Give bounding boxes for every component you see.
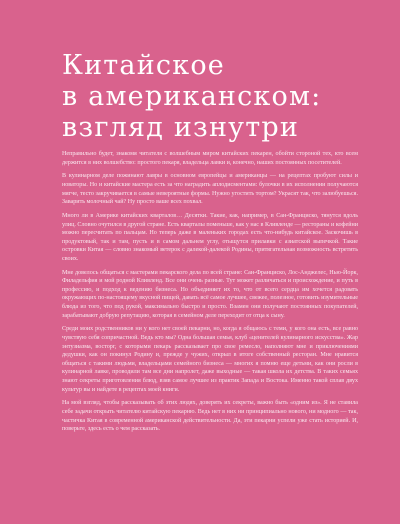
chapter-title-line-1: Китайское xyxy=(62,50,225,81)
body-paragraph-2: В кулинарном деле пожинают лавры в основном европейцы и американцы — на рецептах пробуют силы и новаторы. Но и китайские мастера есть за что наградить аплодисментами: булочки в их исполнении получаются мягче, тесто закручивается в самые невероятные формы. Нужно угостить тортом? Украсят так, что залюбуешься. Заварить молочный чай? Ну просто ваше всех похвал. xyxy=(62,173,358,206)
body-paragraph-5: Среди моих родственников ни у кого нет своей пекарни, но, когда я общаюсь с теми, у кого она есть, все равно чувствую себя сопричастной. Ведь кто мы? Одна большая семья, клуб «ценителей кулинарного искусства». Жар энтузиазма, восторг, с которыми пекарь рассказывает про свое ремесло, наполняют мне и приключениями дедушки, как он покинул Родину и, прежде у чужих, открыл в итоге собственный ресторан. Мне нравится общаться с такими людьми, владельцами семейного бизнеса — многих я помню еще детьми, как они росли в кулинарной лавке, проводили там все дни напролет, даже выходные — такая школа их детства. В таких семьях знают секреты приготовления блюд, взяв самое лучшее из практик Запада и Востока. Именно такой сплав двух культур вы и найдете в рецептах моей книги. xyxy=(62,326,358,393)
body-paragraph-6: На мой взгляд, чтобы рассказывать об этих людях, доверять их секреты, важно быть «одним из». Я не ставила себе задачи открыть читателю китайскую пекарню. Ведь нет в них ни принципиально нового, ни модного — так, частичка Китая в современной американской действительности. Да, эти пекарни успели уже стать историей. И, поверьте, здесь есть о чем рассказать. xyxy=(62,400,358,433)
body-paragraph-1: Неправильно будет, знакомя читателя с волшебным миром китайских пекарен, обойти стороной тех, кто всем держится в них волшебство: простого пекаря, владельца лавки и, конечно, наших постоянных посетителей. xyxy=(62,151,358,166)
chapter-body xyxy=(62,150,358,439)
chapter-title-line-3: взгляд изнутри xyxy=(62,112,300,143)
body-paragraph-3: Много ли в Америке китайских кварталов… Десятки. Такие, как, например, в Сан-Франциско, тянутся вдоль улиц. Словно очутился в другой стране. Есть кварталы поменьше, как у нас в Кливленде — рестораны и кофейни можно пересчитать по пальцам. Но теперь даже в маленьких городах есть что-нибудь китайское. Заскочишь в продуктовый, так и там, пусть и в самом дальнем углу, отыщутся прилавки с азиатской выпечкой. Такие островки Китая — словно знакомый ветерок с далекой-далекой Родины, притягательная возможность встретить своих. xyxy=(62,212,358,262)
chapter-title xyxy=(62,50,382,143)
chapter-title-line-2: в американском: xyxy=(62,81,322,112)
body-paragraph-4: Мне довелось общаться с мастерами пекарского дела по всей стране: Сан-Франциско, Лос-Анджелес, Нью-Йорк, Филадельфия и мой родной Кливленд. Все они очень разные. Тут может различаться и происхождение, и путь в профессию, и подход к ведению бизнеса. Но объединяет их то, что от всего сердца им хочется радовать окружающих по-настоящему вкусной пищей, давать всё самое лучшее, свежее, полезное, готовить изумительные блюда из того, что под рукой, максимально быстро и просто. Взамен они получают постоянных покупателей, зарабатывают добрую репутацию, которая в семейном деле переходит от отца к сыну. xyxy=(62,269,358,319)
